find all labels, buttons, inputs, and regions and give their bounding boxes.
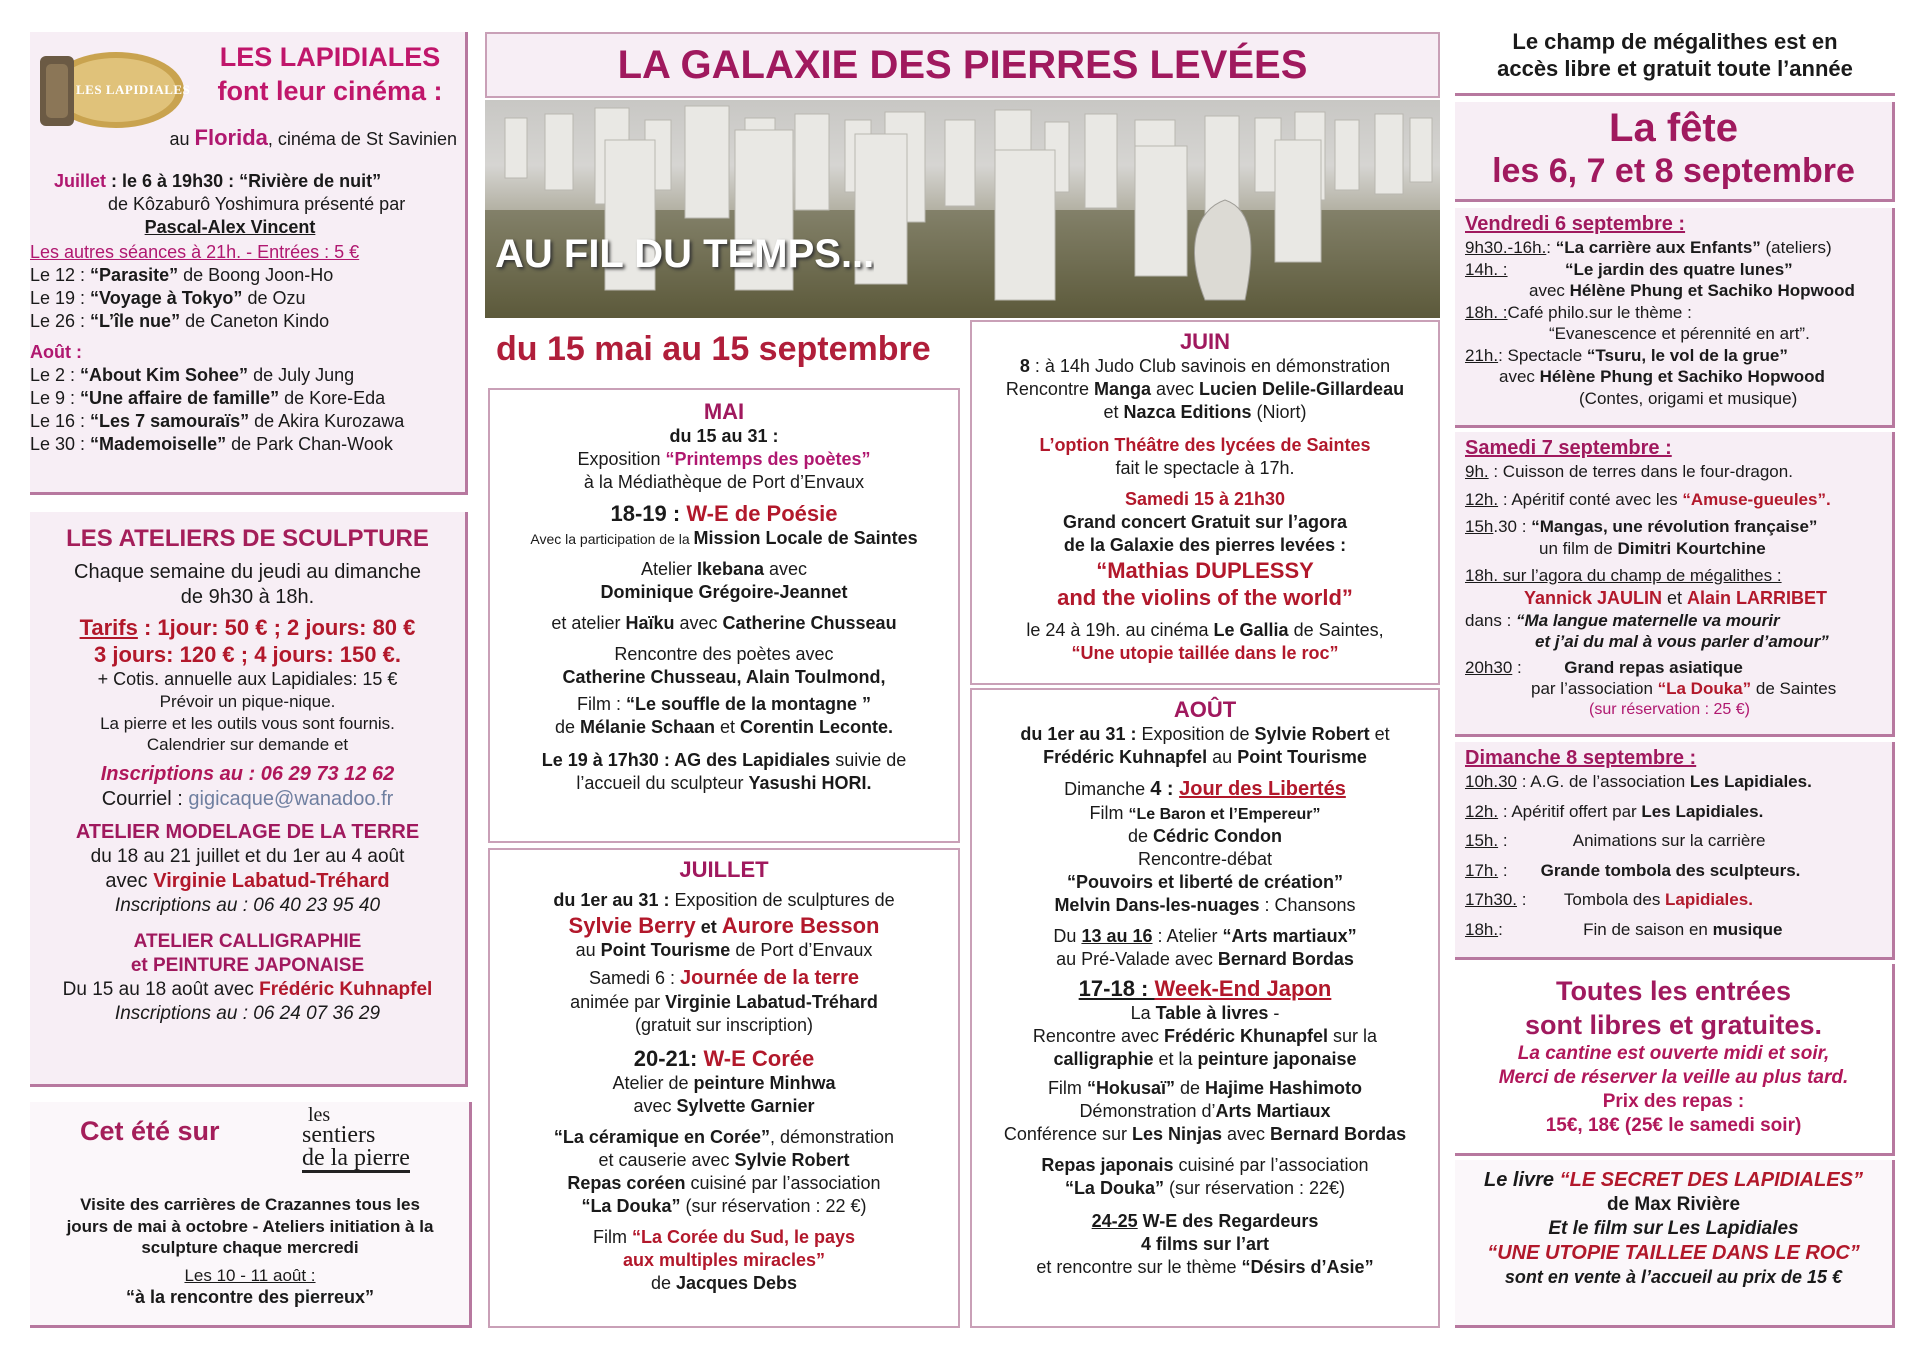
schedule-row: 17h. : Grande tombola des sculpteurs.: [1465, 860, 1801, 880]
cinema-july: Juillet : le 6 à 19h30 : “Rivière de nuit”: [54, 171, 382, 191]
ateliers-tarifs: Tarifs : 1jour: 50 € ; 2 jours: 80 €: [79, 615, 416, 640]
sentiers-panel: Cet été sur les sentiers de la pierre Visite des carrières de Crazannes tous les jours de mai à octobre - Ateliers initiation à la sculpture chaque mercredi Les 10 - 11 août : “à la rencontre des pierreux”: [30, 1102, 472, 1328]
ateliers-heading: LES ATELIERS DE SCULPTURE: [66, 525, 429, 552]
aout-panel: AOÛT du 1er au 31 : Exposition de Sylvie Robert et Frédéric Kuhnapfel au Point Tourisme Dimanche 4 : Jour des Libertés Film “Le Baron et l’Empereur” de Cédric Condon Rencontre-débat “Pouvoirs et liberté de création” Melvin Dans-les-nuages : Chansons Du 13 au 16 : Atelier “Arts martiaux” au Pré-Valade avec Bernard Bordas 17-18 : Week-End Japon La Table à livres - Rencontre avec Frédéric Khunapfel sur la calligraphie et la peinture japonaise Film “Hokusaï” de Hajime Hashimoto Démonstration d’Arts Martiaux Conférence sur Les Ninjas avec Bernard Bordas Repas japonais cuisiné par l’association “La Douka” (sur réservation : 22€) 24-25 W-E des Regardeurs 4 films sur l’art et rencontre sur le thème “Désirs d’Asie”: [970, 688, 1440, 1328]
cinema-venue-name: Florida: [194, 125, 268, 150]
dimanche-label: Dimanche 8 septembre :: [1465, 747, 1697, 769]
vendredi-label: Vendredi 6 septembre :: [1465, 213, 1686, 235]
cinema-venue: au Florida, cinéma de St Savinien: [169, 125, 457, 150]
schedule-row: 21h. : Spectacle “Tsuru, le vol de la grue”: [1465, 345, 1788, 365]
cinema-august-label: Août :: [30, 342, 82, 362]
schedule-row: avec Hélène Phung et Sachiko Hopwood: [1499, 367, 1825, 386]
schedule-row: 15h. : Animations sur la carrière: [1465, 831, 1766, 850]
schedule-row: (Contes, origami et musique): [1579, 388, 1798, 408]
ateliers-panel: LES ATELIERS DE SCULPTURE Chaque semaine du jeudi au dimanche de 9h30 à 18h. Tarifs : 1jour: 50 € ; 2 jours: 80 € 3 jours: 120 € ; 4 jours: 150 €. + Cotis. annuelle aux Lapidiales: 15 € Prévoir un pique-nique. La pierre et les outils vous sont fournis. Calendrier sur demande et Inscriptions au : 06 29 73 12 62 Courriel : gigicaque@wanadoo.fr ATELIER MODELAGE DE LA TERRE du 18 au 21 juillet et du 1er au 4 août avec Virginie Labatud-Tréhard Inscriptions au : 06 40 23 95 40 ATELIER CALLIGRAPHIE et PEINTURE JAPONAISE Du 15 au 18 août avec Frédéric Kuhnapfel Inscriptions au : 06 24 07 36 29: [30, 512, 468, 1087]
cinema-film-row: Le 12 : “Parasite” de Boong Joon-Ho: [30, 265, 334, 285]
lapidiales-logo: [34, 46, 194, 132]
schedule-row: 18h. sur l’agora du champ de mégalithes :: [1465, 566, 1782, 585]
entrees-panel: Toutes les entrées sont libres et gratuites. La cantine est ouverte midi et soir, Merci de réserver la veille au plus tard. Prix des repas : 15€, 18€ (25€ le samedi soir): [1455, 964, 1895, 1156]
cinema-july-films: [30, 264, 460, 333]
schedule-row: 14h. : “Le jardin des quatre lunes”: [1465, 259, 1793, 279]
fete-dates: les 6, 7 et 8 septembre: [1492, 152, 1855, 190]
cinema-film-row: Le 9 : “Une affaire de famille” de Kore-Eda: [30, 388, 386, 408]
modelage-heading: ATELIER MODELAGE DE LA TERRE: [75, 820, 420, 843]
page-title: LA GALAXIE DES PIERRES LEVÉES: [617, 43, 1308, 87]
samedi-label: Samedi 7 septembre :: [1465, 437, 1672, 459]
juillet-panel: JUILLET du 1er au 31 : Exposition de sculptures de Sylvie Berry et Aurore Besson au Point Tourisme de Port d’Envaux Samedi 6 : Journée de la terre animée par Virginie Labatud-Tréhard (gratuit sur inscription) 20-21: W-E Corée Atelier de peinture Minhwa avec Sylvette Garnier “La céramique en Corée”, démonstration et causerie avec Sylvie Robert Repas coréen cuisiné par l’association “La Douka” (sur réservation : 22 €) Film “La Corée du Sud, le pays aux multiples miracles” de Jacques Debs: [488, 848, 960, 1328]
photo-caption: AU FIL DU TEMPS...: [495, 232, 875, 276]
schedule-row: 15h.30 : “Mangas, une révolution française”: [1465, 517, 1818, 536]
cinema-heading: LES LAPIDIALES: [219, 42, 441, 72]
ateliers-courriel: Courriel : gigicaque@wanadoo.fr: [101, 787, 394, 810]
schedule-row: 9h. : Cuisson de terres dans le four-dragon.: [1465, 462, 1793, 481]
sentiers-logo: les sentiers de la pierre: [302, 1104, 410, 1171]
livre-panel: Le livre “LE SECRET DES LAPIDIALES” de Max Rivière Et le film sur Les Lapidiales “UNE UTOPIE TAILLEE DANS LE ROC” sont en vente à l’accueil au prix de 15 €: [1455, 1160, 1895, 1328]
juin-heading: JUIN: [1179, 329, 1231, 354]
cinema-july-presenter: Pascal-Alex Vincent: [144, 217, 316, 237]
cinema-august-films: [30, 364, 460, 456]
lapidiales-logo-text: LES LAPIDIALES: [76, 82, 191, 97]
calligraphie-heading: ATELIER CALLIGRAPHIE: [133, 930, 362, 952]
schedule-row: “Evanescence et pérennité en art”.: [1549, 324, 1810, 343]
aout-heading: AOÛT: [1173, 697, 1237, 722]
juillet-heading: JUILLET: [679, 857, 769, 882]
cinema-july-label: Juillet: [54, 171, 107, 191]
schedule-row: avec Hélène Phung et Sachiko Hopwood: [1529, 281, 1855, 300]
sentiers-prefix: Cet été sur: [80, 1116, 220, 1146]
cinema-film-row: Le 19 : “Voyage à Tokyo” de Ozu: [30, 288, 306, 308]
cinema-heading-2: font leur cinéma :: [217, 76, 443, 106]
cinema-july-line2: de Kôzaburô Yoshimura présenté par: [108, 194, 406, 214]
schedule-row: 18h.: Fin de saison en musique: [1465, 919, 1783, 939]
ateliers-inscriptions: Inscriptions au : 06 29 73 12 62: [100, 762, 395, 785]
schedule-row: 18h. : Café philo.sur le thème :: [1465, 302, 1692, 322]
cinema-panel: [30, 32, 468, 495]
cinema-film-row: Le 2 : “About Kim Sohee” de July Jung: [30, 365, 355, 385]
email-link[interactable]: gigicaque@wanadoo.fr: [188, 787, 394, 810]
fete-title: La fête: [1609, 106, 1738, 150]
title-banner: [485, 32, 1440, 98]
fete-panel: [1455, 102, 1895, 202]
free-access-notice: Le champ de mégalithes est en accès libre et gratuit toute l’année: [1455, 28, 1895, 96]
cinema-film-row: Le 26 : “L’île nue” de Caneton Kindo: [30, 311, 330, 331]
vendredi-panel: [1455, 208, 1895, 428]
standing-stones-photo: [485, 100, 1440, 318]
juin-panel: JUIN 8 : à 14h Judo Club savinois en démonstration Rencontre Manga avec Lucien Delile-Gillardeau et Nazca Editions (Niort) L’option Théâtre des lycées de Saintes fait le spectacle à 17h. Samedi 15 à 21h30 Grand concert Gratuit sur l’agora de la Galaxie des pierres levées : “Mathias DUPLESSY and the violins of the world” le 24 à 19h. au cinéma Le Gallia de Saintes, “Une utopie taillée dans le roc”: [970, 320, 1440, 685]
cinema-other-sessions: Les autres séances à 21h. - Entrées : 5 €: [30, 242, 360, 262]
schedule-row: 12h. : Apéritif conté avec les “Amuse-gueules”.: [1465, 489, 1831, 509]
schedule-row: 9h30.-16h. : “La carrière aux Enfants” (ateliers): [1465, 238, 1832, 257]
samedi-panel: Samedi 7 septembre : 9h. : Cuisson de terres dans le four-dragon. 12h. : Apéritif conté avec les “Amuse-gueules”. 15h.30 : “Mangas, une révolution française” un film de Dimitri Kourtchine 18h. sur l’agora du champ de mégalithes : Yannick JAULIN et Alain LARRIBET dans : “Ma langue maternelle va mourir et j’ai du mal à vous parler d’amour” 20h30 : Grand repas asiatique par l’association “La Douka” de Saintes (sur réservation : 25 €): [1455, 432, 1895, 737]
cinema-film-row: Le 30 : “Mademoiselle” de Park Chan-Wook: [30, 434, 393, 454]
dimanche-panel: [1455, 742, 1895, 960]
season-dates: du 15 mai au 15 septembre: [496, 330, 931, 368]
schedule-row: 17h30. : Tombola des Lapidiales.: [1465, 890, 1753, 909]
schedule-row: 10h.30 : A.G. de l’association Les Lapidiales.: [1465, 772, 1812, 791]
cinema-film-row: Le 16 : “Les 7 samouraïs” de Akira Kurozawa: [30, 411, 405, 431]
schedule-row: 12h. : Apéritif offert par Les Lapidiales.: [1465, 801, 1764, 821]
mai-heading: MAI: [703, 399, 745, 424]
header-photo: [485, 100, 1440, 318]
mai-panel: MAI du 15 au 31 : Exposition “Printemps des poètes” à la Médiathèque de Port d’Envaux 18-19 : W-E de Poésie Avec la participation de la Mission Locale de Saintes Atelier Ikebana avec Dominique Grégoire-Jeannet et atelier Haïku avec Catherine Chusseau Rencontre des poètes avec Catherine Chusseau, Alain Toulmond, Film : “Le souffle de la montagne ” de Mélanie Schaan et Corentin Leconte. Le 19 à 17h30 : AG des Lapidiales suivie de l’accueil du sculpteur Yasushi HORI.: [488, 388, 960, 843]
schedule-row: 20h30 : Grand repas asiatique: [1465, 657, 1743, 677]
